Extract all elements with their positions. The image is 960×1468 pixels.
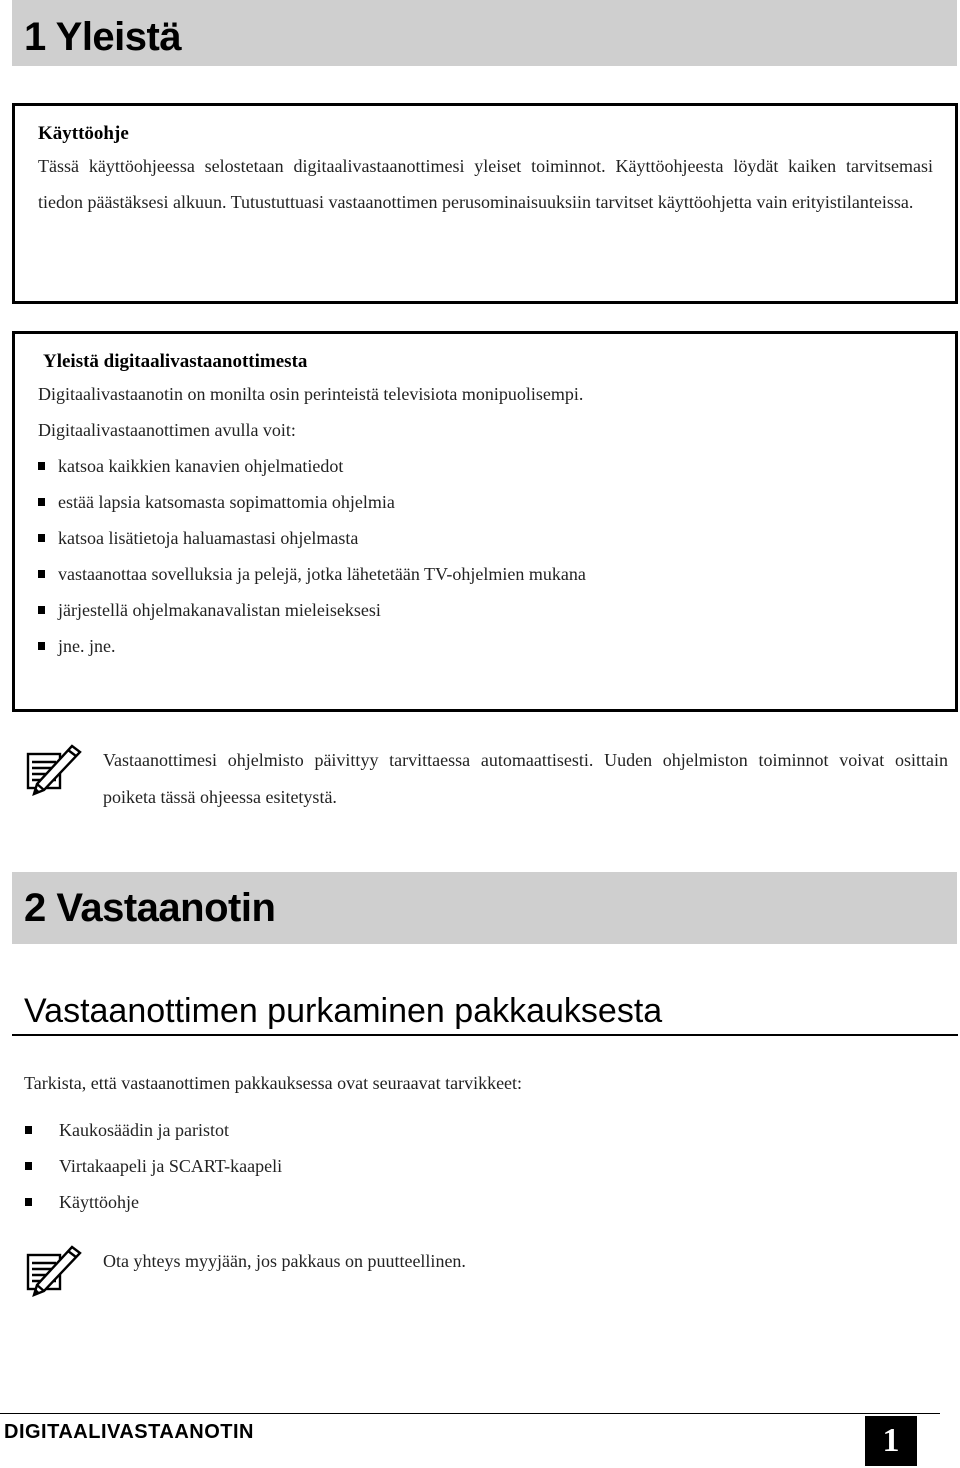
square-bullet-icon	[38, 642, 45, 650]
pencil-notepad-icon	[22, 1243, 84, 1299]
square-bullet-icon	[38, 570, 45, 578]
footer-title: DIGITAALIVASTAANOTIN	[4, 1421, 254, 1443]
square-bullet-icon	[25, 1162, 32, 1170]
square-bullet-icon	[25, 1198, 32, 1206]
feature-list	[38, 448, 933, 664]
square-bullet-icon	[25, 1126, 32, 1134]
list-item: Kaukosäädin ja paristot	[24, 1112, 924, 1148]
manual-box-title: Käyttöohje	[38, 123, 129, 144]
section-1-banner	[12, 0, 957, 66]
square-bullet-icon	[38, 534, 45, 542]
general-box-text-2: Digitaalivastaanottimen avulla voit:	[38, 420, 296, 440]
manual-info-box	[12, 103, 958, 304]
unpacking-heading	[12, 988, 958, 1036]
list-item: katsoa kaikkien kanavien ohjelmatiedot	[38, 448, 933, 484]
list-item: jne. jne.	[38, 628, 933, 664]
package-contents-list	[24, 1112, 924, 1220]
missing-items-note	[22, 1243, 948, 1280]
unpacking-intro: Tarkista, että vastaanottimen pakkauksessa ovat seuraavat tarvikkeet:	[24, 1073, 523, 1093]
section-2-title: 2 Vastaanotin	[24, 886, 276, 930]
pencil-notepad-icon	[22, 742, 84, 798]
unpacking-title: Vastaanottimen purkaminen pakkauksesta	[24, 992, 663, 1030]
page-number: 1	[865, 1416, 917, 1466]
list-item: Käyttöohje	[24, 1184, 924, 1220]
list-item: järjestellä ohjelmakanavalistan mieleiseksesi	[38, 592, 933, 628]
general-info-box	[12, 331, 958, 712]
list-item: estää lapsia katsomasta sopimattomia ohjelmia	[38, 484, 933, 520]
section-1-title: 1 Yleistä	[24, 15, 182, 59]
square-bullet-icon	[38, 462, 45, 470]
note-text: Vastaanottimesi ohjelmisto päivittyy tarvittaessa automaattisesti. Uuden ohjelmiston toiminnot voivat osittain poiketa tässä ohjeessa esitetystä.	[103, 750, 948, 807]
square-bullet-icon	[38, 498, 45, 506]
footer-divider	[0, 1413, 940, 1414]
square-bullet-icon	[38, 606, 45, 614]
general-box-text-1: Digitaalivastaanotin on monilta osin perinteistä televisiota monipuolisempi.	[38, 384, 584, 404]
section-2-banner	[12, 872, 957, 944]
software-update-note	[22, 742, 948, 816]
list-item: Virtakaapeli ja SCART-kaapeli	[24, 1148, 924, 1184]
general-box-title: Yleistä digitaalivastaanottimesta	[43, 351, 308, 372]
manual-box-text: Tässä käyttöohjeessa selostetaan digitaalivastaanottimesi yleiset toiminnot. Käyttöohjeesta löydät kaiken tarvitsemasi tiedon päästäksesi alkuun. Tutustuttuasi vastaanottimen perusominaisuuksiin tarvitset käyttöohjetta vain erityistilanteissa.	[38, 156, 933, 212]
note-text: Ota yhteys myyjään, jos pakkaus on puutteellinen.	[103, 1251, 466, 1271]
list-item: katsoa lisätietoja haluamastasi ohjelmasta	[38, 520, 933, 556]
list-item: vastaanottaa sovelluksia ja pelejä, jotka lähetetään TV-ohjelmien mukana	[38, 556, 933, 592]
